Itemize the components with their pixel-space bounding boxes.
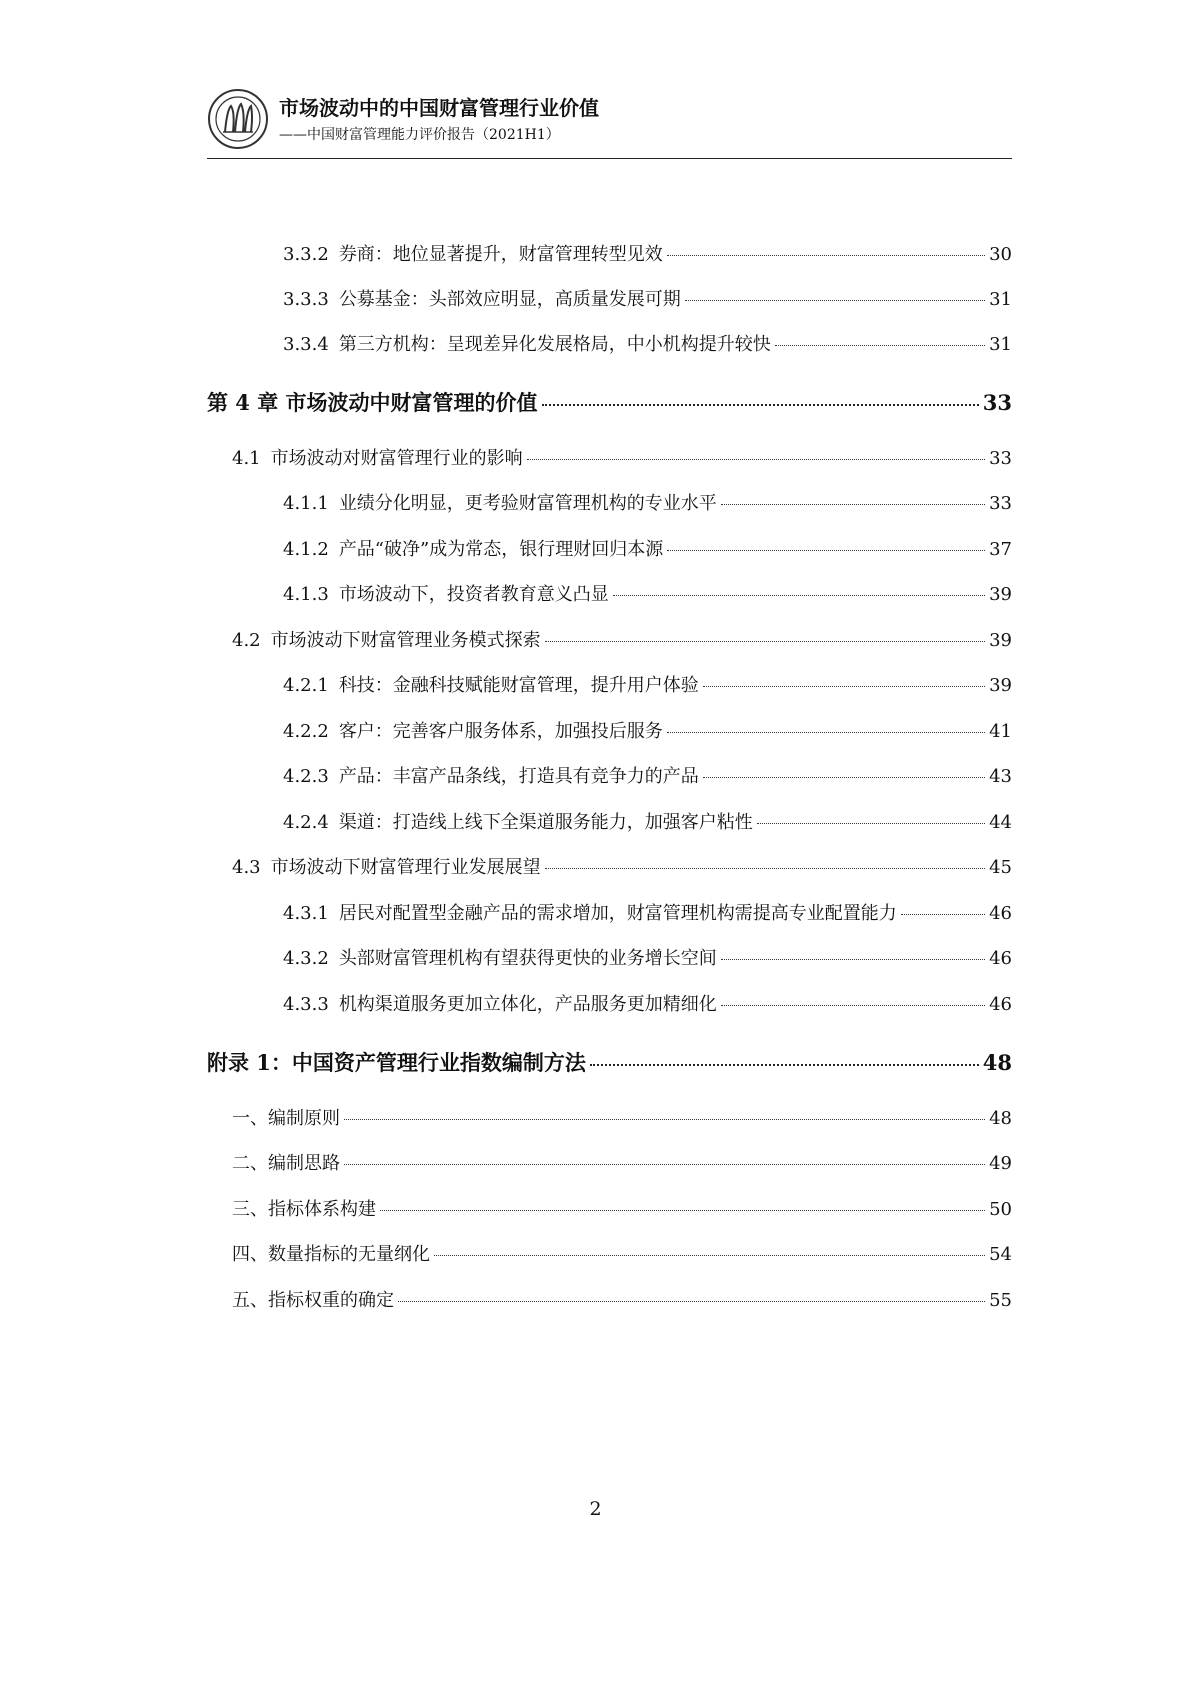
toc-entry[interactable] xyxy=(207,387,1012,415)
toc-entry[interactable] xyxy=(232,626,1012,654)
toc-entry-page: 31 xyxy=(989,334,1012,355)
toc-entry-page: 33 xyxy=(989,493,1012,514)
toc-entry-title: 业绩分化明显，更考验财富管理机构的专业水平 xyxy=(338,493,717,514)
toc-entry[interactable] xyxy=(232,1286,1012,1314)
report-subtitle: ——中国财富管理能力评价报告（2021H1） xyxy=(279,127,560,143)
toc-entry-number: 4.2.1 xyxy=(283,675,329,696)
toc-entry[interactable] xyxy=(283,990,1012,1018)
dot-leader xyxy=(703,685,985,687)
toc-entry-page: 33 xyxy=(982,390,1012,415)
toc-entry-number: 3.3.4 xyxy=(283,334,329,355)
toc-entry-number: 4.2.3 xyxy=(283,766,329,787)
toc-entry[interactable] xyxy=(232,853,1012,881)
toc-entry-title: 四、数量指标的无量纲化 xyxy=(232,1244,430,1265)
toc-entry-title: 二、编制思路 xyxy=(232,1153,340,1174)
dot-leader xyxy=(545,640,985,642)
toc-entry-title: 产品“破净”成为常态，银行理财回归本源 xyxy=(338,539,664,560)
toc-entry-title: 公募基金：头部效应明显，高质量发展可期 xyxy=(338,289,681,310)
toc-entry-title: 三、指标体系构建 xyxy=(232,1199,376,1220)
toc-entry[interactable] xyxy=(283,535,1012,563)
toc-entry-page: 54 xyxy=(989,1244,1012,1265)
toc-entry[interactable] xyxy=(283,717,1012,745)
dot-leader xyxy=(344,1163,985,1165)
toc-entry-page: 33 xyxy=(989,448,1012,469)
dot-leader xyxy=(527,458,985,460)
toc-entry-page: 46 xyxy=(989,903,1012,924)
dot-leader xyxy=(775,344,985,346)
toc-entry-page: 44 xyxy=(989,812,1012,833)
toc-entry-title: 渠道：打造线上线下全渠道服务能力，加强客户粘性 xyxy=(338,812,753,833)
toc-entry-title: 五、指标权重的确定 xyxy=(232,1290,394,1311)
toc-entry-page: 31 xyxy=(989,289,1012,310)
toc-entry-title: 市场波动下财富管理行业发展展望 xyxy=(270,857,541,878)
toc-entry-page: 48 xyxy=(982,1050,1012,1075)
dot-leader xyxy=(667,549,985,551)
toc-entry-title: 市场波动下财富管理业务模式探索 xyxy=(270,630,541,651)
toc-entry[interactable] xyxy=(232,1104,1012,1132)
toc-entry[interactable] xyxy=(283,944,1012,972)
toc-entry-page: 39 xyxy=(989,630,1012,651)
toc-entry-title: 一、编制原则 xyxy=(232,1108,340,1129)
toc-entry[interactable] xyxy=(283,489,1012,517)
toc-entry-number: 4.2.2 xyxy=(283,721,329,742)
toc-entry-number: 4.1.1 xyxy=(283,493,329,514)
toc-entry[interactable] xyxy=(283,899,1012,927)
toc-entry-number: 4.2.4 xyxy=(283,812,329,833)
toc-entry-number: 4.1.3 xyxy=(283,584,329,605)
toc-entry-page: 46 xyxy=(989,948,1012,969)
page-number: 2 xyxy=(589,1498,602,1520)
toc-entry-number: 4.1 xyxy=(232,448,261,469)
dot-leader xyxy=(721,958,985,960)
toc-entry[interactable] xyxy=(232,444,1012,472)
toc-entry-page: 43 xyxy=(989,766,1012,787)
dot-leader xyxy=(685,299,985,301)
toc-entry-number: 3.3.3 xyxy=(283,289,329,310)
toc-entry-title: 第 4 章 市场波动中财富管理的价值 xyxy=(207,390,538,415)
toc-entry-title: 机构渠道服务更加立体化，产品服务更加精细化 xyxy=(338,994,717,1015)
toc-entry-number: 4.2 xyxy=(232,630,261,651)
toc-entry-page: 41 xyxy=(989,721,1012,742)
university-seal-logo xyxy=(207,88,269,150)
dot-leader xyxy=(344,1118,985,1120)
toc-entry-page: 39 xyxy=(989,584,1012,605)
toc-entry-number: 4.3.1 xyxy=(283,903,329,924)
toc-entry-page: 48 xyxy=(989,1108,1012,1129)
toc-entry-page: 50 xyxy=(989,1199,1012,1220)
toc-entry-title: 客户：完善客户服务体系，加强投后服务 xyxy=(338,721,663,742)
toc-entry-title: 市场波动下，投资者教育意义凸显 xyxy=(338,584,609,605)
dot-leader xyxy=(542,403,979,406)
document-header xyxy=(207,84,1012,160)
toc-entry[interactable] xyxy=(283,240,1012,268)
toc-entry[interactable] xyxy=(283,762,1012,790)
toc-entry-number: 4.3 xyxy=(232,857,261,878)
dot-leader xyxy=(901,913,985,915)
dot-leader xyxy=(721,1004,985,1006)
dot-leader xyxy=(613,594,985,596)
toc-entry-title: 第三方机构：呈现差异化发展格局，中小机构提升较快 xyxy=(338,334,771,355)
dot-leader xyxy=(545,867,985,869)
toc-entry[interactable] xyxy=(232,1240,1012,1268)
toc-entry-page: 46 xyxy=(989,994,1012,1015)
dot-leader xyxy=(667,731,985,733)
toc-entry-title: 科技：金融科技赋能财富管理，提升用户体验 xyxy=(338,675,699,696)
toc-entry-title: 头部财富管理机构有望获得更快的业务增长空间 xyxy=(338,948,717,969)
toc-entry-page: 49 xyxy=(989,1153,1012,1174)
toc-entry-page: 30 xyxy=(989,244,1012,265)
toc-entry[interactable] xyxy=(283,330,1012,358)
toc-entry-page: 45 xyxy=(989,857,1012,878)
toc-entry[interactable] xyxy=(207,1047,1012,1075)
toc-entry-number: 4.3.3 xyxy=(283,994,329,1015)
toc-entry-page: 37 xyxy=(989,539,1012,560)
toc-entry[interactable] xyxy=(283,671,1012,699)
header-divider xyxy=(207,158,1012,159)
toc-entry[interactable] xyxy=(283,808,1012,836)
dot-leader xyxy=(434,1254,985,1256)
toc-entry-number: 4.1.2 xyxy=(283,539,329,560)
toc-entry-title: 产品：丰富产品条线，打造具有竞争力的产品 xyxy=(338,766,699,787)
toc-entry[interactable] xyxy=(283,285,1012,313)
dot-leader xyxy=(590,1063,979,1066)
toc-entry[interactable] xyxy=(283,580,1012,608)
toc-entry[interactable] xyxy=(232,1149,1012,1177)
toc-entry-title: 市场波动对财富管理行业的影响 xyxy=(270,448,523,469)
toc-entry-title: 券商：地位显著提升，财富管理转型见效 xyxy=(338,244,663,265)
dot-leader xyxy=(398,1300,985,1302)
toc-entry[interactable] xyxy=(232,1195,1012,1223)
dot-leader xyxy=(703,776,985,778)
toc-entry-number: 4.3.2 xyxy=(283,948,329,969)
dot-leader xyxy=(380,1209,985,1211)
dot-leader xyxy=(721,503,985,505)
toc-entry-title: 居民对配置型金融产品的需求增加，财富管理机构需提高专业配置能力 xyxy=(338,903,897,924)
dot-leader xyxy=(757,822,985,824)
toc-entry-title: 附录 1：中国资产管理行业指数编制方法 xyxy=(207,1050,586,1075)
dot-leader xyxy=(667,254,985,256)
report-title: 市场波动中的中国财富管理行业价值 xyxy=(279,96,599,120)
toc-entry-page: 39 xyxy=(989,675,1012,696)
toc-entry-page: 55 xyxy=(989,1290,1012,1311)
toc-entry-number: 3.3.2 xyxy=(283,244,329,265)
